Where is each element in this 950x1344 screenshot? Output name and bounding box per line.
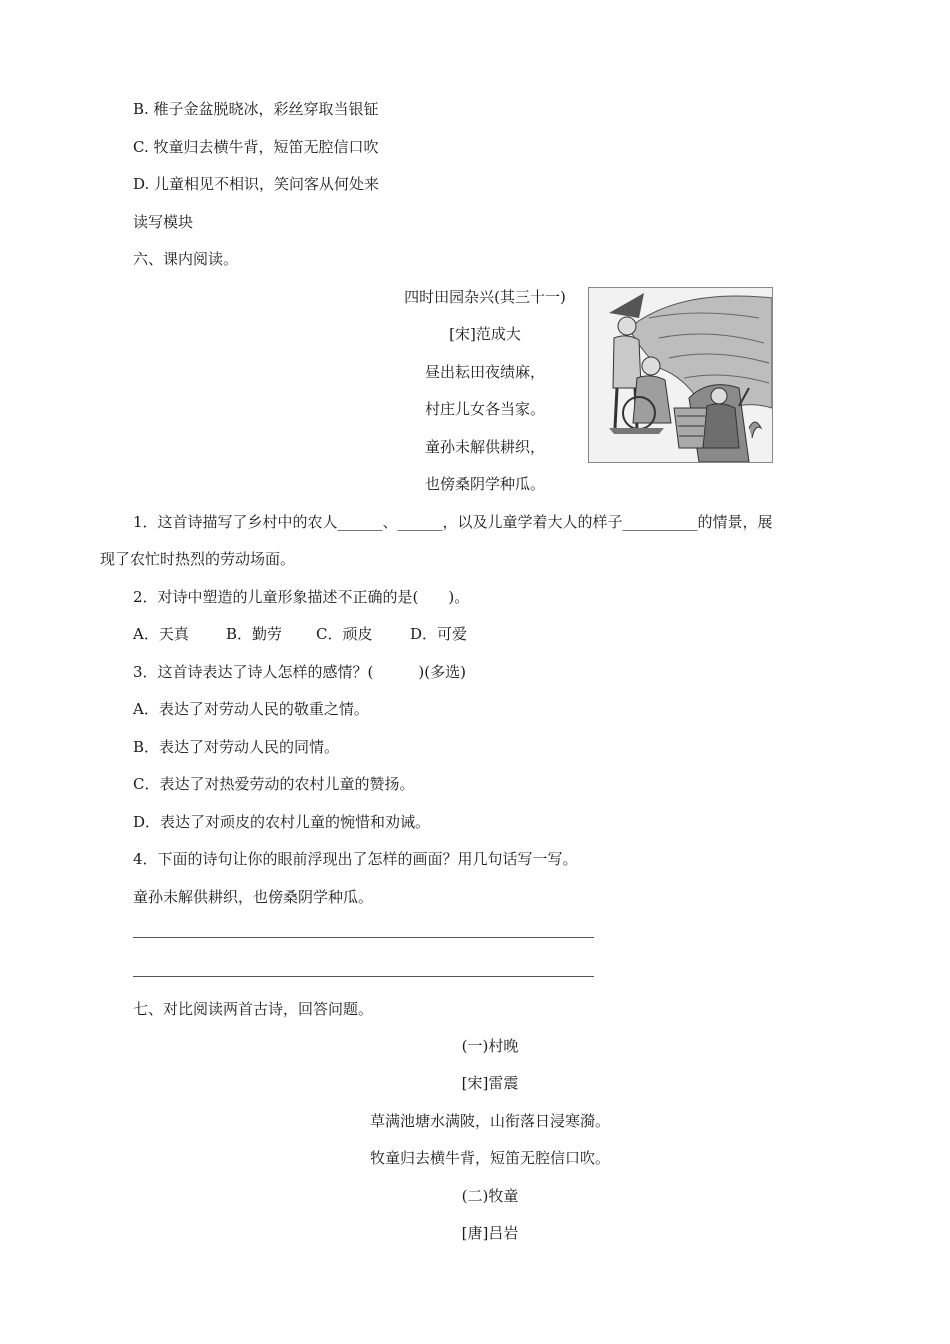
poem-line: 也傍桑阴学种瓜。: [424, 475, 545, 493]
question-2-option: B．勤劳: [226, 625, 283, 643]
option-d: D. 儿童相见不相识，笑问客从何处来: [133, 175, 380, 193]
option-b: B. 稚子金盆脱晓冰，彩丝穿取当银钲: [133, 100, 379, 118]
question-3-option: D．表达了对顽皮的农村儿童的惋惜和劝诫。: [133, 813, 431, 831]
poem-line: 童孙未解供耕织，: [424, 438, 545, 456]
module-title: 读写模块: [133, 213, 194, 231]
answer-line[interactable]: [133, 937, 594, 938]
section-6-heading: 六、课内阅读。: [133, 250, 239, 268]
question-1-line-1: 1．这首诗描写了乡村中的农人______、______，以及儿童学着大人的样子__________的情景，展: [133, 513, 773, 531]
question-2-option: C．顽皮: [316, 625, 373, 643]
farm-family-illustration: [588, 287, 773, 463]
poem-line: 村庄儿女各当家。: [424, 400, 545, 418]
poem1-author: [宋]雷震: [461, 1074, 519, 1092]
poem-title: 四时田园杂兴(其三十一): [404, 288, 566, 306]
poem1-line: 草满池塘水满陂，山衔落日浸寒漪。: [369, 1112, 610, 1130]
answer-line[interactable]: [133, 976, 594, 977]
section-7-heading: 七、对比阅读两首古诗，回答问题。: [133, 1000, 374, 1018]
question-3-option: B．表达了对劳动人民的同情。: [133, 738, 340, 756]
question-2: 2．对诗中塑造的儿童形象描述不正确的是( )。: [133, 588, 470, 606]
question-1-line-2: 现了农忙时热烈的劳动场面。: [100, 550, 296, 568]
question-4: 4．下面的诗句让你的眼前浮现出了怎样的画面？用几句话写一写。: [133, 850, 578, 868]
question-3: 3．这首诗表达了诗人怎样的感情？( )(多选): [133, 663, 466, 681]
question-4-quote: 童孙未解供耕织，也傍桑阴学种瓜。: [133, 888, 374, 906]
poem-author: [宋]范成大: [449, 325, 521, 343]
question-2-option: D．可爱: [410, 625, 468, 643]
question-3-option: A．表达了对劳动人民的敬重之情。: [133, 700, 369, 718]
poem1-line: 牧童归去横牛背，短笛无腔信口吹。: [369, 1149, 610, 1167]
option-c: C. 牧童归去横牛背，短笛无腔信口吹: [133, 138, 379, 156]
question-2-option: A．天真: [133, 625, 189, 643]
question-3-option: C．表达了对热爱劳动的农村儿童的赞扬。: [133, 775, 415, 793]
poem-line: 昼出耘田夜绩麻，: [424, 363, 545, 381]
poem2-title: (二)牧童: [461, 1187, 519, 1205]
poem2-author: [唐]吕岩: [461, 1224, 519, 1242]
poem1-title: (一)村晚: [461, 1037, 519, 1055]
